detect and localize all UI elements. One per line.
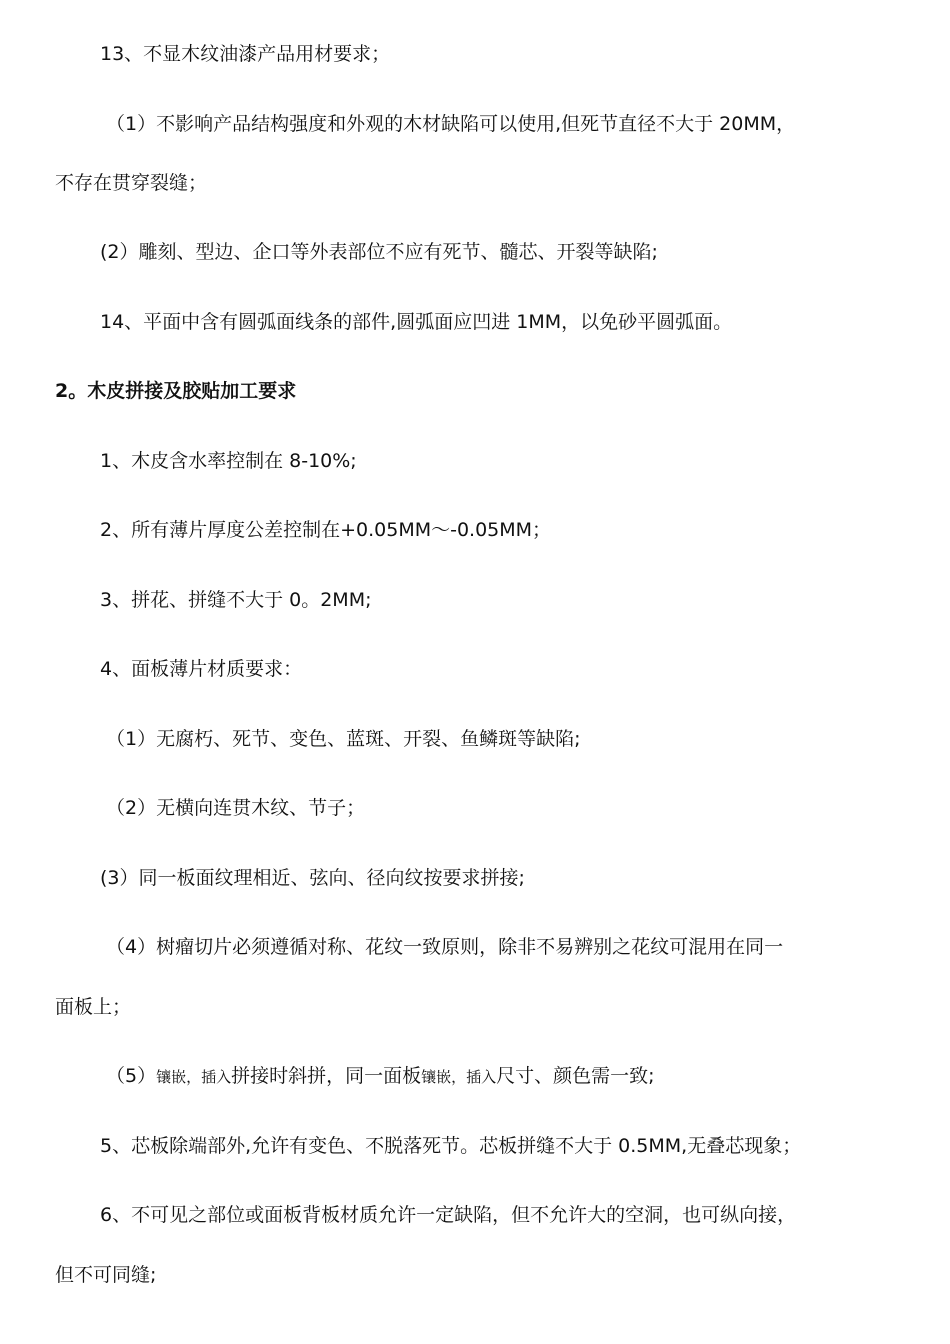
clause-13-item-2: (2）雕刻、型边、企口等外表部位不应有死节、髓芯、开裂等缺陷;: [100, 241, 658, 263]
clause-13-item-1: （1）不影响产品结构强度和外观的木材缺陷可以使用,但死节直径不大于 20MM，: [106, 113, 796, 135]
veneer-clause-4-item-4-cont: 面板上；: [55, 996, 132, 1018]
item-5-inlay-2: 镶嵌，插入: [421, 1068, 497, 1086]
veneer-clause-4: 4、面板薄片材质要求：: [100, 658, 303, 680]
veneer-clause-5: 5、芯板除端部外,允许有变色、不脱落死节。芯板拼缝不大于 0.5MM,无叠芯现象；: [100, 1135, 802, 1157]
veneer-clause-4-item-4: （4）树瘤切片必须遵循对称、花纹一致原则，除非不易辨别之花纹可混用在同一: [106, 936, 784, 958]
item-5-end: 尺寸、颜色需一致;: [496, 1065, 655, 1087]
veneer-clause-6: 6、不可见之部位或面板背板材质允许一定缺陷，但不允许大的空洞，也可纵向接，: [100, 1204, 797, 1226]
veneer-clause-1: 1、木皮含水率控制在 8-10%;: [100, 450, 357, 472]
clause-14: 14、平面中含有圆弧面线条的部件,圆弧面应凹进 1MM，以免砂平圆弧面。: [100, 311, 733, 333]
clause-13-item-1-cont: 不存在贯穿裂缝；: [55, 172, 208, 194]
item-5-mid: 拼接时斜拼，同一面板: [231, 1065, 422, 1087]
item-5-inlay-1: 镶嵌，插入: [156, 1068, 232, 1086]
veneer-clause-3: 3、拼花、拼缝不大于 0。2MM;: [100, 589, 372, 611]
veneer-clause-6-cont: 但不可同缝;: [55, 1264, 157, 1286]
item-5-prefix: （5）: [106, 1065, 157, 1087]
veneer-clause-2: 2、所有薄片厚度公差控制在+0.05MM～-0.05MM；: [100, 519, 552, 541]
veneer-clause-4-item-5: [0, 1064, 950, 1089]
veneer-clause-4-item-2: （2）无横向连贯木纹、节子；: [106, 797, 366, 819]
section-heading: 2。木皮拼接及胶贴加工要求: [55, 380, 297, 402]
veneer-clause-4-item-1: （1）无腐朽、死节、变色、蓝斑、开裂、鱼鳞斑等缺陷;: [106, 728, 581, 750]
clause-13: 13、不显木纹油漆产品用材要求；: [100, 43, 391, 65]
veneer-clause-4-item-3: (3）同一板面纹理相近、弦向、径向纹按要求拼接;: [100, 867, 525, 889]
